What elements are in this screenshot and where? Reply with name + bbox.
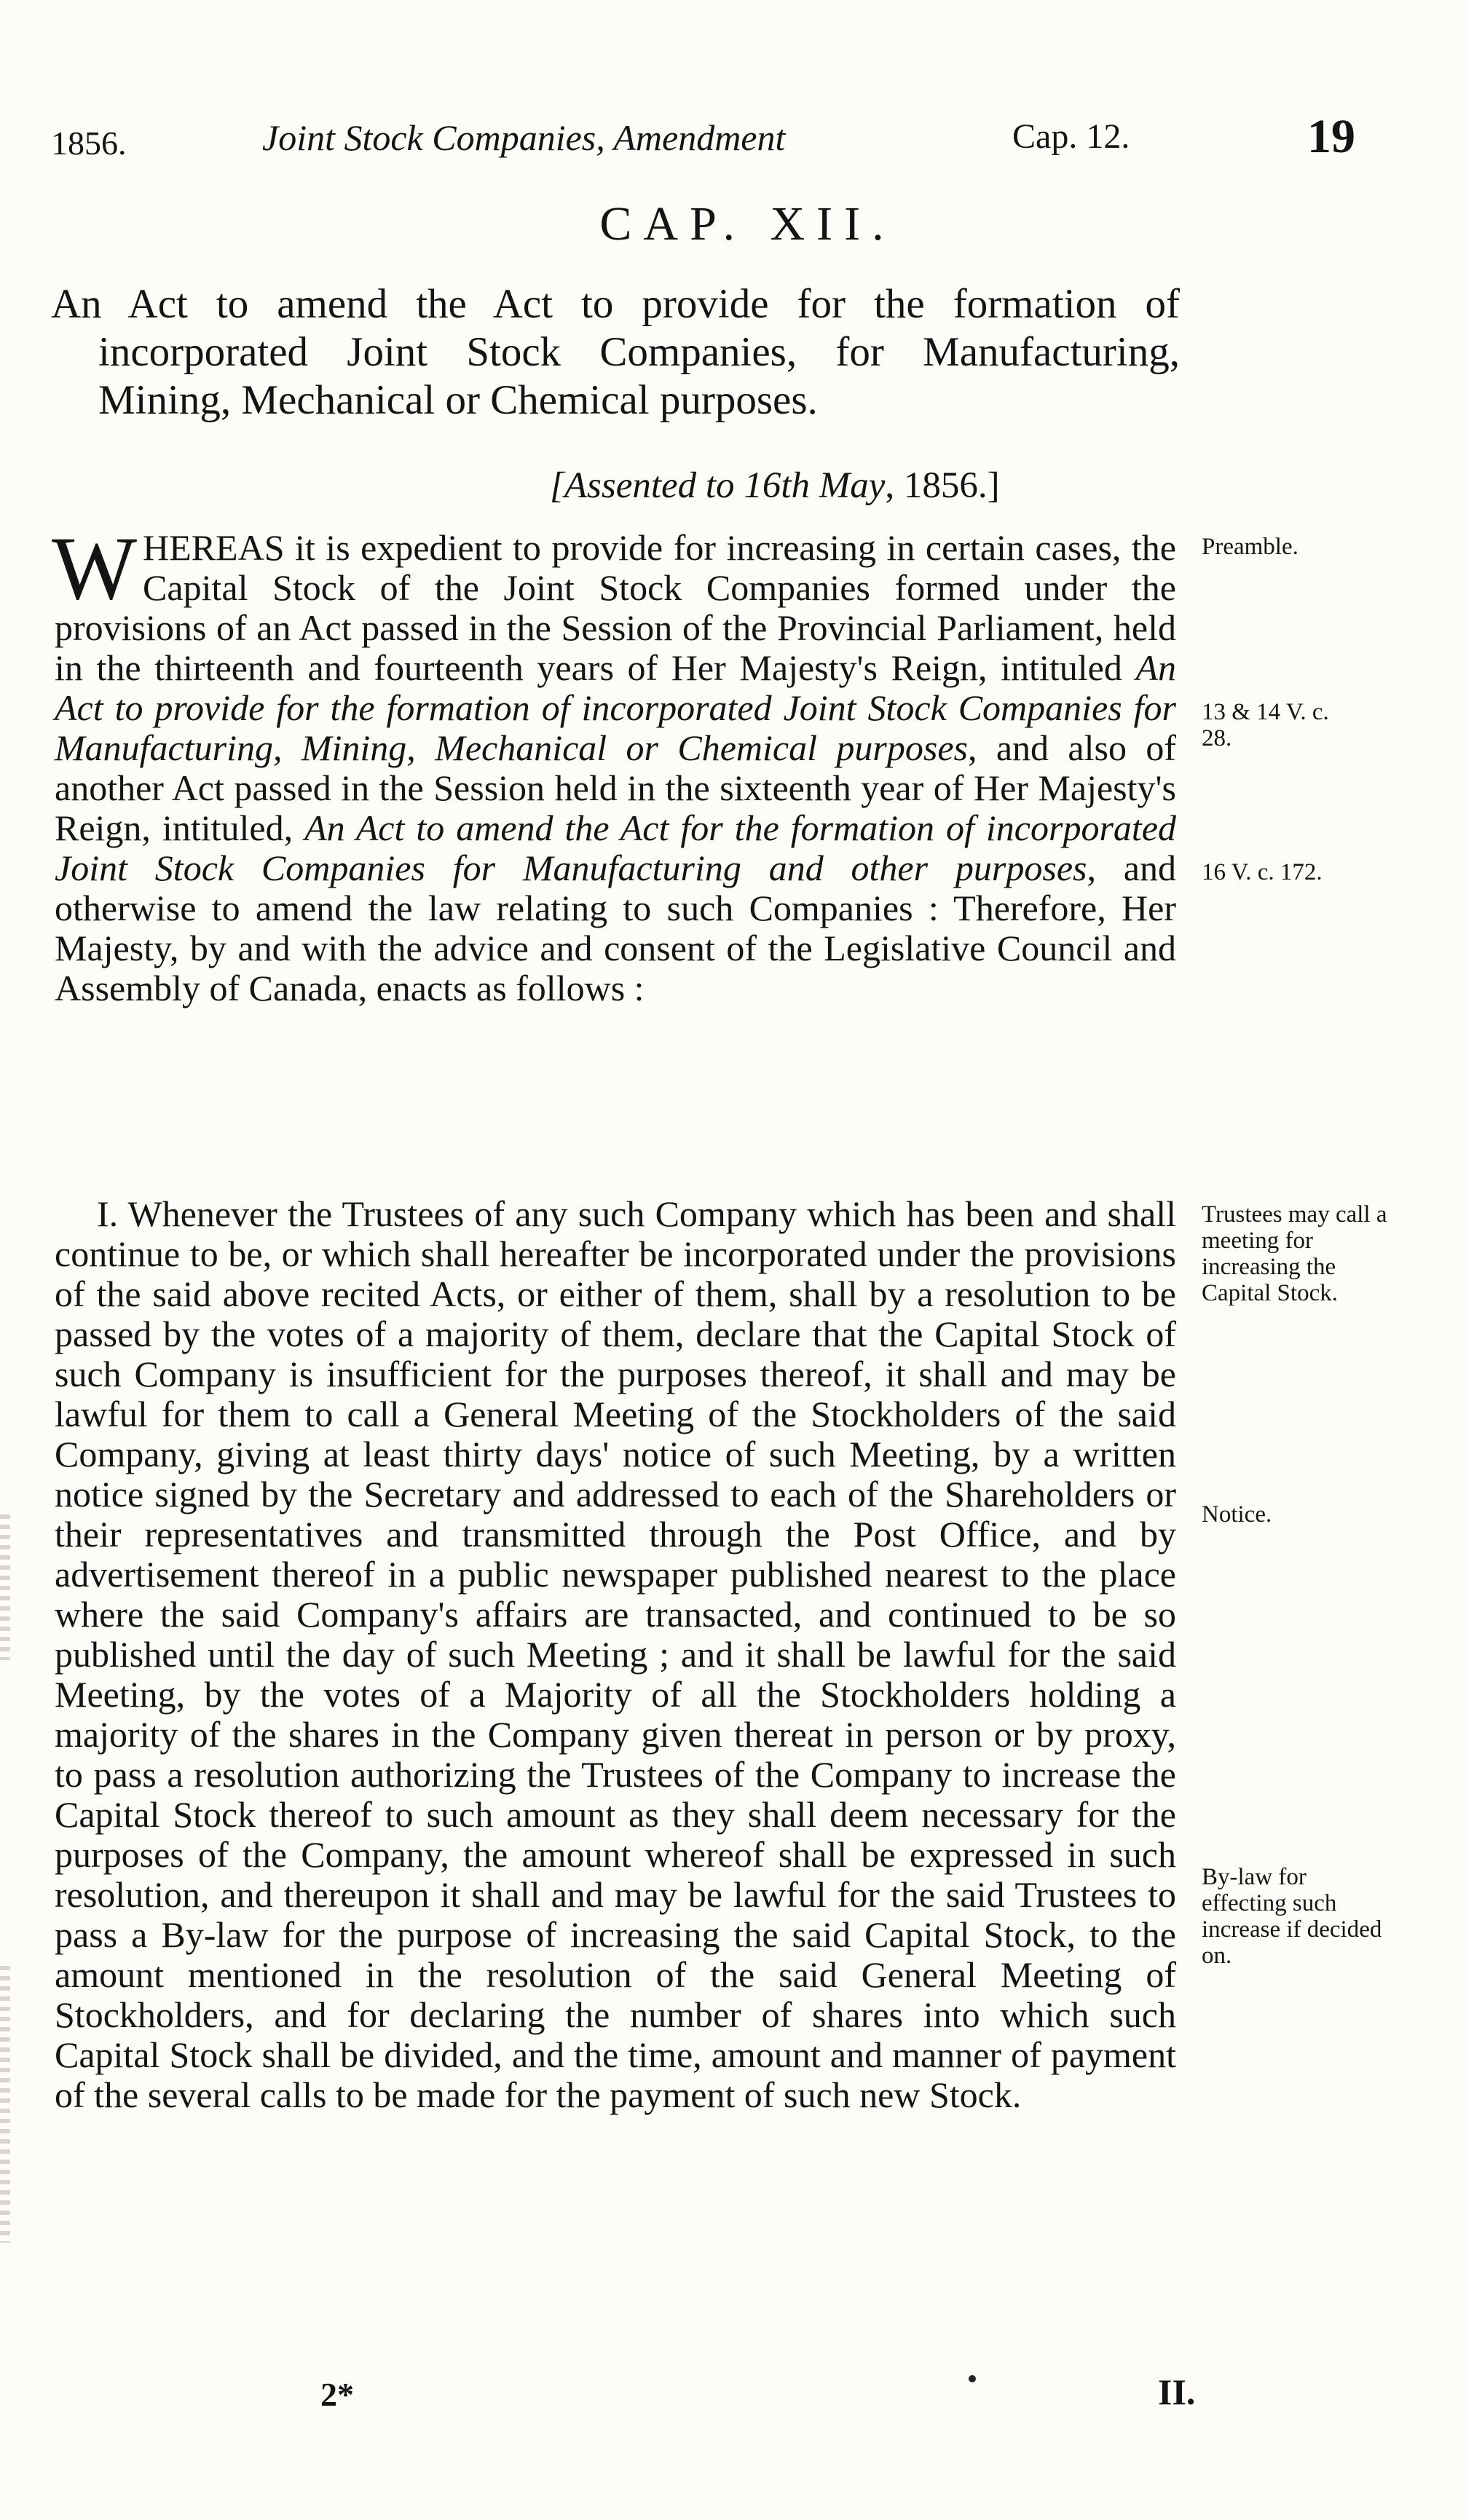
margin-note-trustees: Trustees may call a meeting for increasing the Capital Stock.	[1202, 1201, 1387, 1306]
page-number: 19	[1307, 110, 1355, 163]
signature-mark: 2*	[320, 2376, 354, 2413]
preamble	[52, 518, 1176, 1008]
preamble-text-a: HEREAS it is expedient to provide for increasing in certain cases, the Capital Stock of the Joint Stock Companies formed under the provisions of an Act passed in the Session of the Provincial Parliament, held in the thirteenth and fourteenth years of Her Majesty's Reign, intituled	[55, 527, 1176, 688]
stray-dot	[969, 2375, 976, 2382]
preamble-text	[55, 528, 1176, 1008]
running-head-title: Joint Stock Companies, Amendment	[262, 117, 786, 158]
running-head	[51, 109, 1384, 167]
margin-note-ref-2: 16 V. c. 172.	[1202, 859, 1323, 885]
assent-line	[550, 465, 1000, 507]
running-head-year: 1856.	[51, 125, 127, 162]
assent-date: 16th May	[744, 465, 886, 506]
margin-note-notice: Notice.	[1202, 1501, 1272, 1528]
section-1-text: Whenever the Trustees of any such Company which has been and shall continue to be, or which shall hereafter be incorporated under the provisions of the said above recited Acts, or either of them, shall by a resolution to be passed by the votes of a majority of them, declare that the Capital Stock of such Company is insufficient for the purposes thereof, it shall and may be lawful for them to call a General Meeting of the Stockholders of the said Company, giving at least thirty days' notice of such Meeting, by a written notice signed by the Secretary and addressed to each of the Shareholders or their representatives and transmitted through the Post Office, and by advertisement thereof in a public newspaper published nearest to the place where the said Company's affairs are transacted, and continued to be so published until the day of such Meeting ; and it shall be lawful for the said Meeting, by the votes of a Majority of all the Stockholders holding a majority of the shares in the Company given thereat in person or by proxy, to pass a resolution authorizing the Trustees of the Company to increase the Capital Stock thereof to such amount as they shall deem necessary for the purposes of the Company, the amount whereof shall be expressed in such resolution, and thereupon it shall and may be lawful for the said Trustees to pass a By-law for the purpose of increasing the said Capital Stock, to the amount mentioned in the resolution of the said General Meeting of Stockholders, and for declaring the number of shares into which such Capital Stock shall be divided, and the time, amount and manner of payment of the several calls to be made for the payment of such new Stock.	[55, 1193, 1176, 2115]
act-title-text: An Act to amend the Act to provide for the formation of incorporated Joint Stock Companies, for Manufacturing, Mining, Mechanical or Chemical purposes.	[51, 281, 1180, 423]
margin-note-bylaw: By-law for effecting such increase if decided on.	[1202, 1864, 1382, 1969]
drop-cap: W	[52, 518, 138, 618]
preamble-text-b: , and also of another Act passed in the Session held in the sixteenth year of Her Majesty's Reign, intituled,	[55, 727, 1176, 848]
act-title	[51, 280, 1180, 424]
preamble-act-title-a: An Act to provide for the formation of incorporated Joint Stock Companies for Manufacturing, Mining, Mechanical or Chemical purposes	[55, 647, 1176, 768]
running-head-chapter: Cap. 12.	[1012, 117, 1130, 156]
page-edge-shade	[0, 1514, 10, 1660]
margin-note-ref-1: 13 & 14 V. c. 28.	[1202, 699, 1329, 751]
preamble-act-title-b: An Act to amend the Act for the formation of incorporated Joint Stock Companies for Manufacturing and other purposes	[55, 807, 1176, 888]
preamble-text-c: , and otherwise to amend the law relating to such Companies : Therefore, Her Majesty, by and with the advice and consent of the Legislative Council and Assembly of Canada, enacts as follows :	[55, 848, 1176, 1008]
assent-year: , 1856.]	[885, 465, 1000, 506]
page-edge-shade	[0, 1966, 10, 2243]
assent-prefix: [Assented to	[550, 465, 744, 506]
chapter-heading: CAP. XII.	[599, 197, 896, 250]
section-numeral: I.	[97, 1193, 119, 1234]
section-1	[55, 1194, 1176, 2115]
catchword: II.	[1158, 2371, 1196, 2412]
section-1-paragraph	[55, 1194, 1176, 2115]
margin-note-preamble: Preamble.	[1202, 534, 1298, 560]
